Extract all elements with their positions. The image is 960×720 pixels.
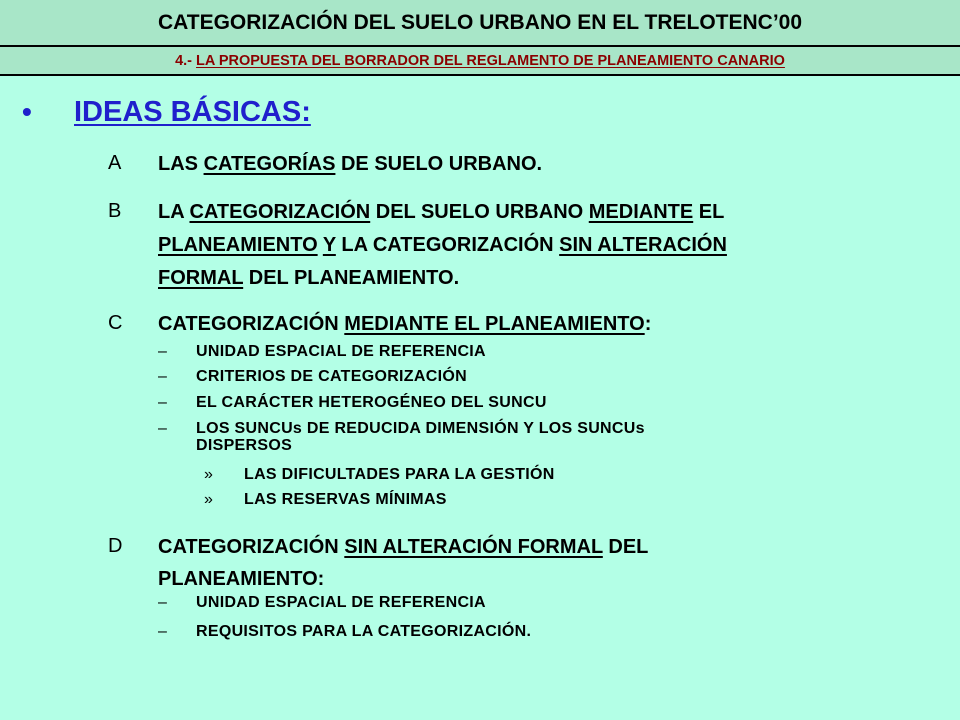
item-b-underlined: Y	[322, 234, 336, 256]
list-item: LOS SUNCUs DE REDUCIDA DIMENSIÓN Y LOS SUNCUs DISPERSOS	[196, 420, 645, 454]
item-b-underlined: MEDIANTE	[588, 201, 694, 223]
item-c-part: :	[644, 313, 652, 335]
subtitle-prefix: 4.-	[175, 52, 197, 69]
item-b-underlined: PLANEAMIENTO	[158, 234, 318, 256]
list-item: UNIDAD ESPACIAL DE REFERENCIA	[196, 594, 486, 611]
item-c-letter: C	[108, 312, 123, 334]
item-b-part: LA	[158, 201, 190, 223]
item-d-part: PLANEAMIENTO:	[158, 568, 325, 590]
dash-icon: –	[158, 394, 167, 411]
item-b-letter: B	[108, 200, 122, 222]
list-item: EL CARÁCTER HETEROGÉNEO DEL SUNCU	[196, 394, 547, 411]
dash-icon: –	[158, 368, 167, 385]
heading: IDEAS BÁSICAS:	[74, 96, 311, 128]
item-d-underlined: SIN ALTERACIÓN FORMAL	[344, 536, 603, 558]
list-item: CRITERIOS DE CATEGORIZACIÓN	[196, 368, 467, 385]
dash-icon: –	[158, 343, 167, 360]
dash-icon: –	[158, 623, 167, 640]
item-d-part: DEL	[602, 536, 649, 558]
item-b-underlined: SIN ALTERACIÓN	[559, 234, 727, 256]
list-item: LAS DIFICULTADES PARA LA GESTIÓN	[244, 466, 555, 483]
item-b-part: DEL SUELO URBANO	[370, 201, 589, 223]
item-c-part: CATEGORIZACIÓN	[158, 313, 345, 335]
slide-subtitle	[0, 45, 960, 76]
list-item: REQUISITOS PARA LA CATEGORIZACIÓN.	[196, 623, 532, 640]
raquo-icon: »	[204, 491, 213, 508]
item-b-part: LA CATEGORIZACIÓN	[335, 234, 560, 256]
item-a-part: LAS	[158, 153, 204, 175]
item-a-text	[158, 148, 938, 180]
item-b-part: DEL PLANEAMIENTO.	[243, 267, 460, 289]
item-d-text	[158, 531, 938, 595]
item-d-letter: D	[108, 535, 123, 557]
item-a-letter: A	[108, 152, 122, 174]
item-b-text	[158, 196, 938, 295]
item-a-underlined: CATEGORÍAS	[203, 153, 336, 175]
subtitle-text: LA PROPUESTA DEL BORRADOR DEL REGLAMENTO DE PLANEAMIENTO CANARIO	[196, 52, 785, 69]
list-item: LAS RESERVAS MÍNIMAS	[244, 491, 447, 508]
item-b-underlined: FORMAL	[158, 267, 244, 289]
list-item: UNIDAD ESPACIAL DE REFERENCIA	[196, 343, 486, 360]
item-c-underlined: MEDIANTE EL PLANEAMIENTO	[344, 313, 645, 335]
item-a-part: DE SUELO URBANO.	[335, 153, 543, 175]
dash-icon: –	[158, 594, 167, 611]
item-c-text	[158, 308, 938, 340]
dash-icon: –	[158, 420, 167, 437]
slide-title: CATEGORIZACIÓN DEL SUELO URBANO EN EL TRELOTENC’00	[0, 0, 960, 45]
bullet-icon: •	[22, 96, 32, 127]
item-d-part: CATEGORIZACIÓN	[158, 536, 345, 558]
item-b-part: EL	[693, 201, 725, 223]
raquo-icon: »	[204, 466, 213, 483]
item-b-underlined: CATEGORIZACIÓN	[189, 201, 371, 223]
